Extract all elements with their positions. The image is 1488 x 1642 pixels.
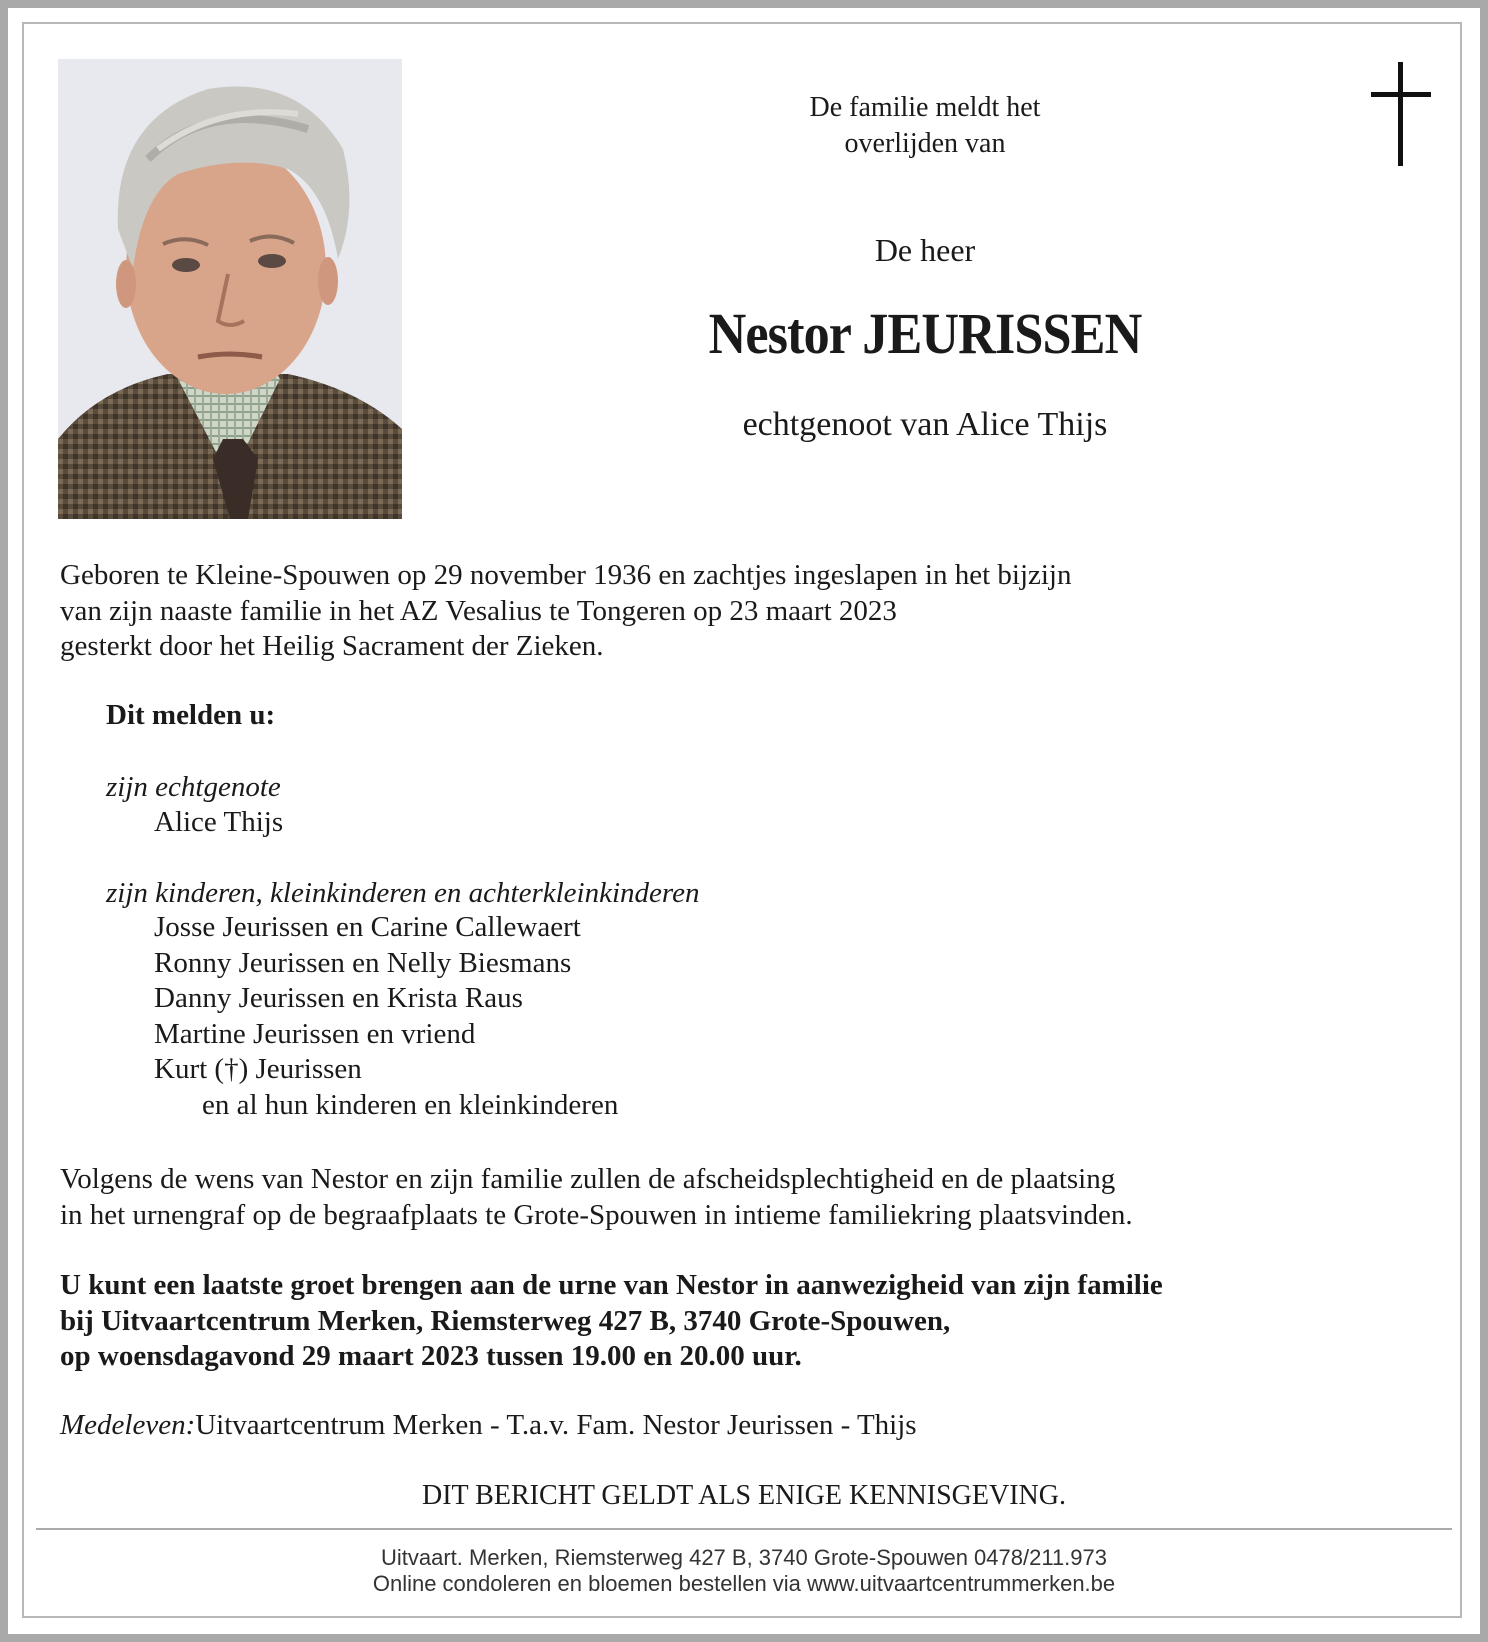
birth-line: Geboren te Kleine-Spouwen op 29 november 1936 en zachtjes ingeslapen in het bijzijn (60, 559, 1072, 591)
grandchildren-line: en al hun kinderen en kleinkinderen (202, 1088, 619, 1121)
children-label: zijn kinderen, kleinkinderen en achterkleinkinderen (106, 877, 700, 909)
footer (0, 1545, 1488, 1597)
intro-line-2: overlijden van (844, 128, 1006, 159)
visit-line: U kunt een laatste groet brengen aan de urne van Nestor in aanwezigheid van zijn familie (60, 1269, 1163, 1301)
visit-paragraph (60, 1268, 1163, 1375)
footer-line-1: Uitvaart. Merken, Riemsterweg 427 B, 3740 Grote-Spouwen 0478/211.973 (381, 1545, 1107, 1570)
spouse-name: Alice Thijs (154, 806, 284, 838)
spouse-label: zijn echtgenote (106, 771, 281, 803)
condolence-line (60, 1408, 917, 1444)
child-entry: Danny Jeurissen en Krista Raus (154, 982, 523, 1014)
footer-divider (36, 1528, 1452, 1530)
announcers-heading: Dit melden u: (106, 699, 276, 731)
birth-line: gesterkt door het Heilig Sacrament der Zieken. (60, 630, 604, 662)
visit-line: bij Uitvaartcentrum Merken, Riemsterweg 427 B, 3740 Grote-Spouwen, (60, 1304, 951, 1337)
portrait-photo (58, 59, 402, 519)
footer-line-2: Online condoleren en bloemen bestellen via www.uitvaartcentrummerken.be (372, 1571, 1116, 1596)
condolence-address: Uitvaartcentrum Merken - T.a.v. Fam. Nestor Jeurissen - Thijs (195, 1409, 917, 1441)
deceased-name: Nestor JEURISSEN (708, 301, 1142, 366)
intro-text (520, 90, 1330, 162)
birth-line: van zijn naaste familie in het AZ Vesalius te Tongeren op 23 maart 2023 (60, 594, 897, 627)
spouse-line: echtgenoot van Alice Thijs (742, 406, 1108, 443)
wish-line: in het urnengraf op de begraafplaats te Grote-Spouwen in intieme familiekring plaatsvinden. (60, 1198, 1133, 1231)
condolence-label: Medeleven: (60, 1409, 196, 1441)
wish-line: Volgens de wens van Nestor en zijn familie zullen de afscheidsplechtigheid en de plaatsing (60, 1163, 1116, 1195)
child-entry: Kurt (†) Jeurissen (154, 1053, 362, 1085)
honorific-title: De heer (874, 232, 976, 268)
child-entry: Josse Jeurissen en Carine Callewaert (154, 911, 581, 943)
visit-line: op woensdagavond 29 maart 2023 tussen 19.00 en 20.00 uur. (60, 1340, 802, 1372)
cross-icon (1371, 62, 1431, 166)
child-entry: Martine Jeurissen en vriend (154, 1017, 476, 1050)
birth-paragraph (60, 558, 1072, 665)
intro-line-1: De familie meldt het (809, 92, 1041, 123)
children-list (154, 910, 618, 1123)
notice-line: DIT BERICHT GELDT ALS ENIGE KENNISGEVING. (422, 1480, 1066, 1511)
wish-paragraph (60, 1162, 1133, 1233)
child-entry: Ronny Jeurissen en Nelly Biesmans (154, 946, 572, 979)
